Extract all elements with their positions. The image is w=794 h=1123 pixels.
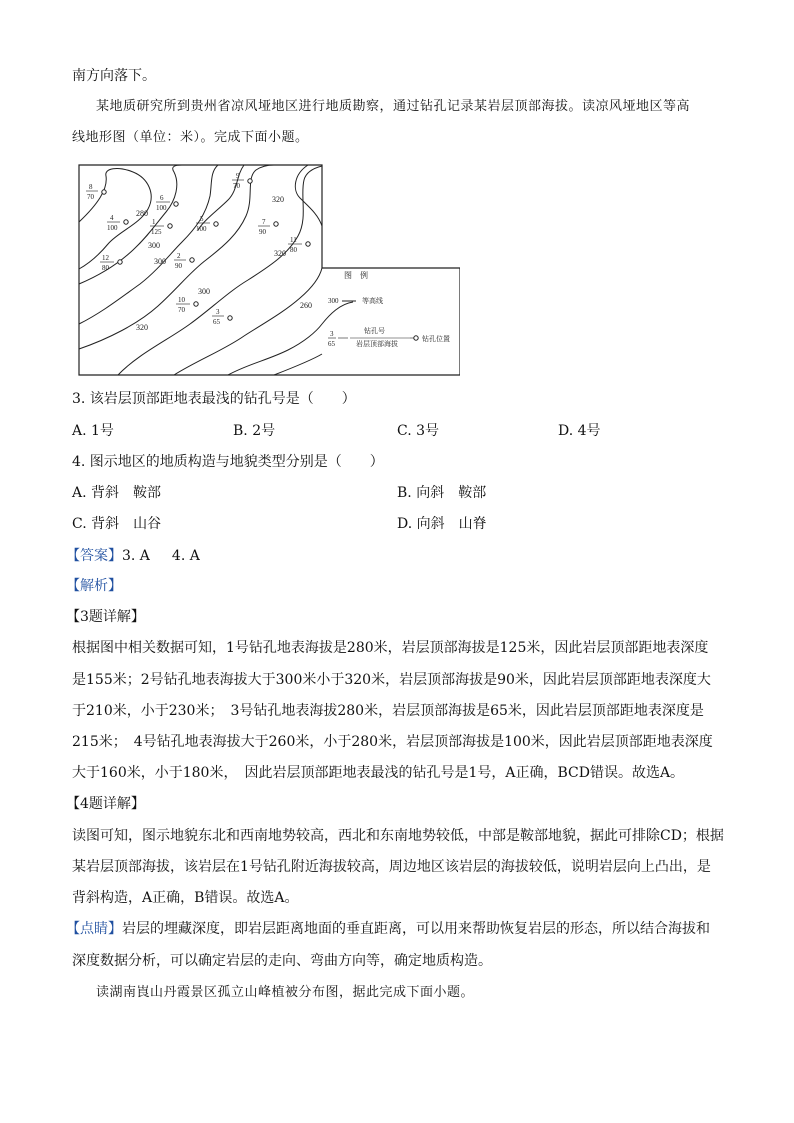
passage-line-2: 线地形图（单位：米）。完成下面小题。 — [72, 130, 309, 145]
svg-text:80: 80 — [102, 264, 109, 272]
contour-label: 280 — [136, 209, 148, 218]
svg-text:3: 3 — [216, 308, 220, 316]
q4-detail-line: 某岩层顶部海拔，该岩层在1号钻孔附近海拔较高，周边地区该岩层的海拔较低，说明岩层向上凸出，是 — [72, 859, 711, 875]
svg-text:2: 2 — [177, 252, 181, 260]
borehole-10 — [176, 296, 198, 314]
contour-label: 320 — [136, 323, 148, 332]
map-legend — [328, 270, 450, 348]
legend-contour-sample: 300 — [328, 297, 339, 305]
borehole-3 — [212, 308, 232, 326]
svg-text:图 例: 图 例 — [344, 271, 368, 280]
passage-line-1: 某地质研究所到贵州省凉风垭地区进行地质勘察，通过钻孔记录某岩层顶部海拔。读凉风垭地区等高 — [96, 99, 691, 114]
intro-line: 南方向落下。 — [72, 68, 156, 84]
q4-detail-line: 背斜构造，A正确，B错误。故选A。 — [72, 890, 299, 906]
svg-text:7: 7 — [262, 218, 266, 226]
q4-detail-tag: 【4题详解】 — [66, 796, 145, 812]
answer-line — [66, 546, 200, 566]
svg-text:90: 90 — [175, 262, 182, 270]
q3-detail-line: 215米； 4号钻孔地表海拔大于260米，小于280米，岩层顶部海拔是100米，因此岩层顶部距地表深度 — [72, 734, 713, 750]
comment-text-1: 岩层的埋藏深度，即岩层距离地面的垂直距离，可以用来帮助恢复岩层的形态，所以结合海拔和 — [122, 921, 710, 937]
q3-option-d: D. 4号 — [558, 423, 601, 439]
borehole-2 — [174, 252, 194, 270]
q4-option-b: B. 向斜 鞍部 — [397, 485, 487, 501]
svg-text:100: 100 — [107, 224, 118, 232]
borehole-12 — [100, 254, 122, 272]
svg-text:80: 80 — [290, 246, 297, 254]
contour-label: 320 — [274, 249, 286, 258]
legend-bore-pos-label: 钻孔位置 — [422, 335, 450, 343]
svg-text:6: 6 — [160, 194, 164, 202]
borehole-9 — [232, 172, 252, 190]
svg-text:1: 1 — [152, 218, 156, 226]
contour-label: 300 — [198, 287, 210, 296]
comment-line-2: 深度数据分析，可以确定岩层的走向、弯曲方向等，确定地质构造。 — [72, 953, 492, 969]
q4-option-a: A. 背斜 鞍部 — [72, 485, 162, 501]
contour-label: 300 — [148, 241, 160, 250]
legend-bore-alt-label: 岩层顶部海拔 — [356, 340, 398, 348]
q4-option-c: C. 背斜 山谷 — [72, 516, 162, 532]
q3-detail-line: 根据图中相关数据可知，1号钻孔地表海拔是280米，岩层顶部海拔是125米，因此岩层顶部距地表深度 — [72, 640, 709, 656]
q3-option-b: B. 2号 — [233, 423, 276, 439]
contour-map — [78, 164, 460, 376]
borehole-4 — [107, 214, 128, 232]
svg-text:100: 100 — [196, 225, 207, 233]
svg-text:70: 70 — [233, 182, 240, 190]
answer-q4: 4. A — [171, 548, 200, 564]
q4-detail-line: 读图可知，图示地貌东北和西南地势较高，西北和东南地势较低，中部是鞍部地貌，据此可排除CD；根据 — [72, 828, 724, 844]
svg-text:90: 90 — [259, 228, 266, 236]
svg-text:11: 11 — [290, 236, 297, 244]
answer-tag: 【答案】 — [66, 548, 122, 564]
svg-text:4: 4 — [110, 214, 114, 222]
q3-detail-line: 是155米；2号钻孔地表海拔大于300米小于320米，岩层顶部海拔是90米，因此岩层顶部距地表深度大 — [72, 672, 711, 688]
comment-tag: 【点睛】 — [66, 921, 122, 937]
q3-detail-tag: 【3题详解】 — [66, 609, 145, 625]
borehole-8 — [86, 183, 106, 201]
q3-option-c: C. 3号 — [397, 423, 440, 439]
svg-text:100: 100 — [156, 204, 167, 212]
svg-text:5: 5 — [200, 215, 204, 223]
legend-contour-label: 等高线 — [362, 297, 383, 305]
q4-option-d: D. 向斜 山脊 — [397, 516, 487, 532]
svg-text:9: 9 — [236, 172, 240, 180]
borehole-5 — [196, 215, 218, 233]
q3-option-a: A. 1号 — [72, 423, 114, 439]
svg-text:125: 125 — [151, 228, 162, 236]
legend-bore-no-sample: 3 — [330, 330, 334, 338]
q4-stem: 4. 图示地区的地质构造与地貌类型分别是（ ） — [72, 454, 384, 470]
svg-text:70: 70 — [178, 306, 185, 314]
answer-q3: 3. A — [122, 548, 150, 564]
contour-label: 260 — [300, 301, 312, 310]
svg-text:70: 70 — [87, 193, 94, 201]
q3-detail-line: 于210米，小于230米； 3号钻孔地表海拔280米，岩层顶部海拔是65米，因此岩层顶部距地表深度是 — [72, 703, 704, 719]
analysis-tag: 【解析】 — [66, 578, 122, 594]
legend-bore-no-label: 钻孔号 — [364, 327, 385, 335]
next-passage: 读湖南崀山丹霞景区孤立山峰植被分布图，据此完成下面小题。 — [96, 985, 475, 1000]
contour-label: 300 — [154, 257, 166, 266]
borehole-7 — [258, 218, 278, 236]
contour-label: 320 — [272, 195, 284, 204]
svg-text:12: 12 — [102, 254, 109, 262]
q3-detail-line: 大于160米，小于180米， 因此岩层顶部距地表最浅的钻孔号是1号，A正确，BCD错误。故选A。 — [72, 765, 685, 781]
svg-text:8: 8 — [89, 183, 93, 191]
comment-line-1 — [66, 919, 710, 939]
q3-stem: 3. 该岩层顶部距地表最浅的钻孔号是（ ） — [72, 391, 356, 407]
svg-text:10: 10 — [178, 296, 185, 304]
svg-text:65: 65 — [213, 318, 220, 326]
legend-bore-alt-sample: 65 — [328, 340, 335, 348]
